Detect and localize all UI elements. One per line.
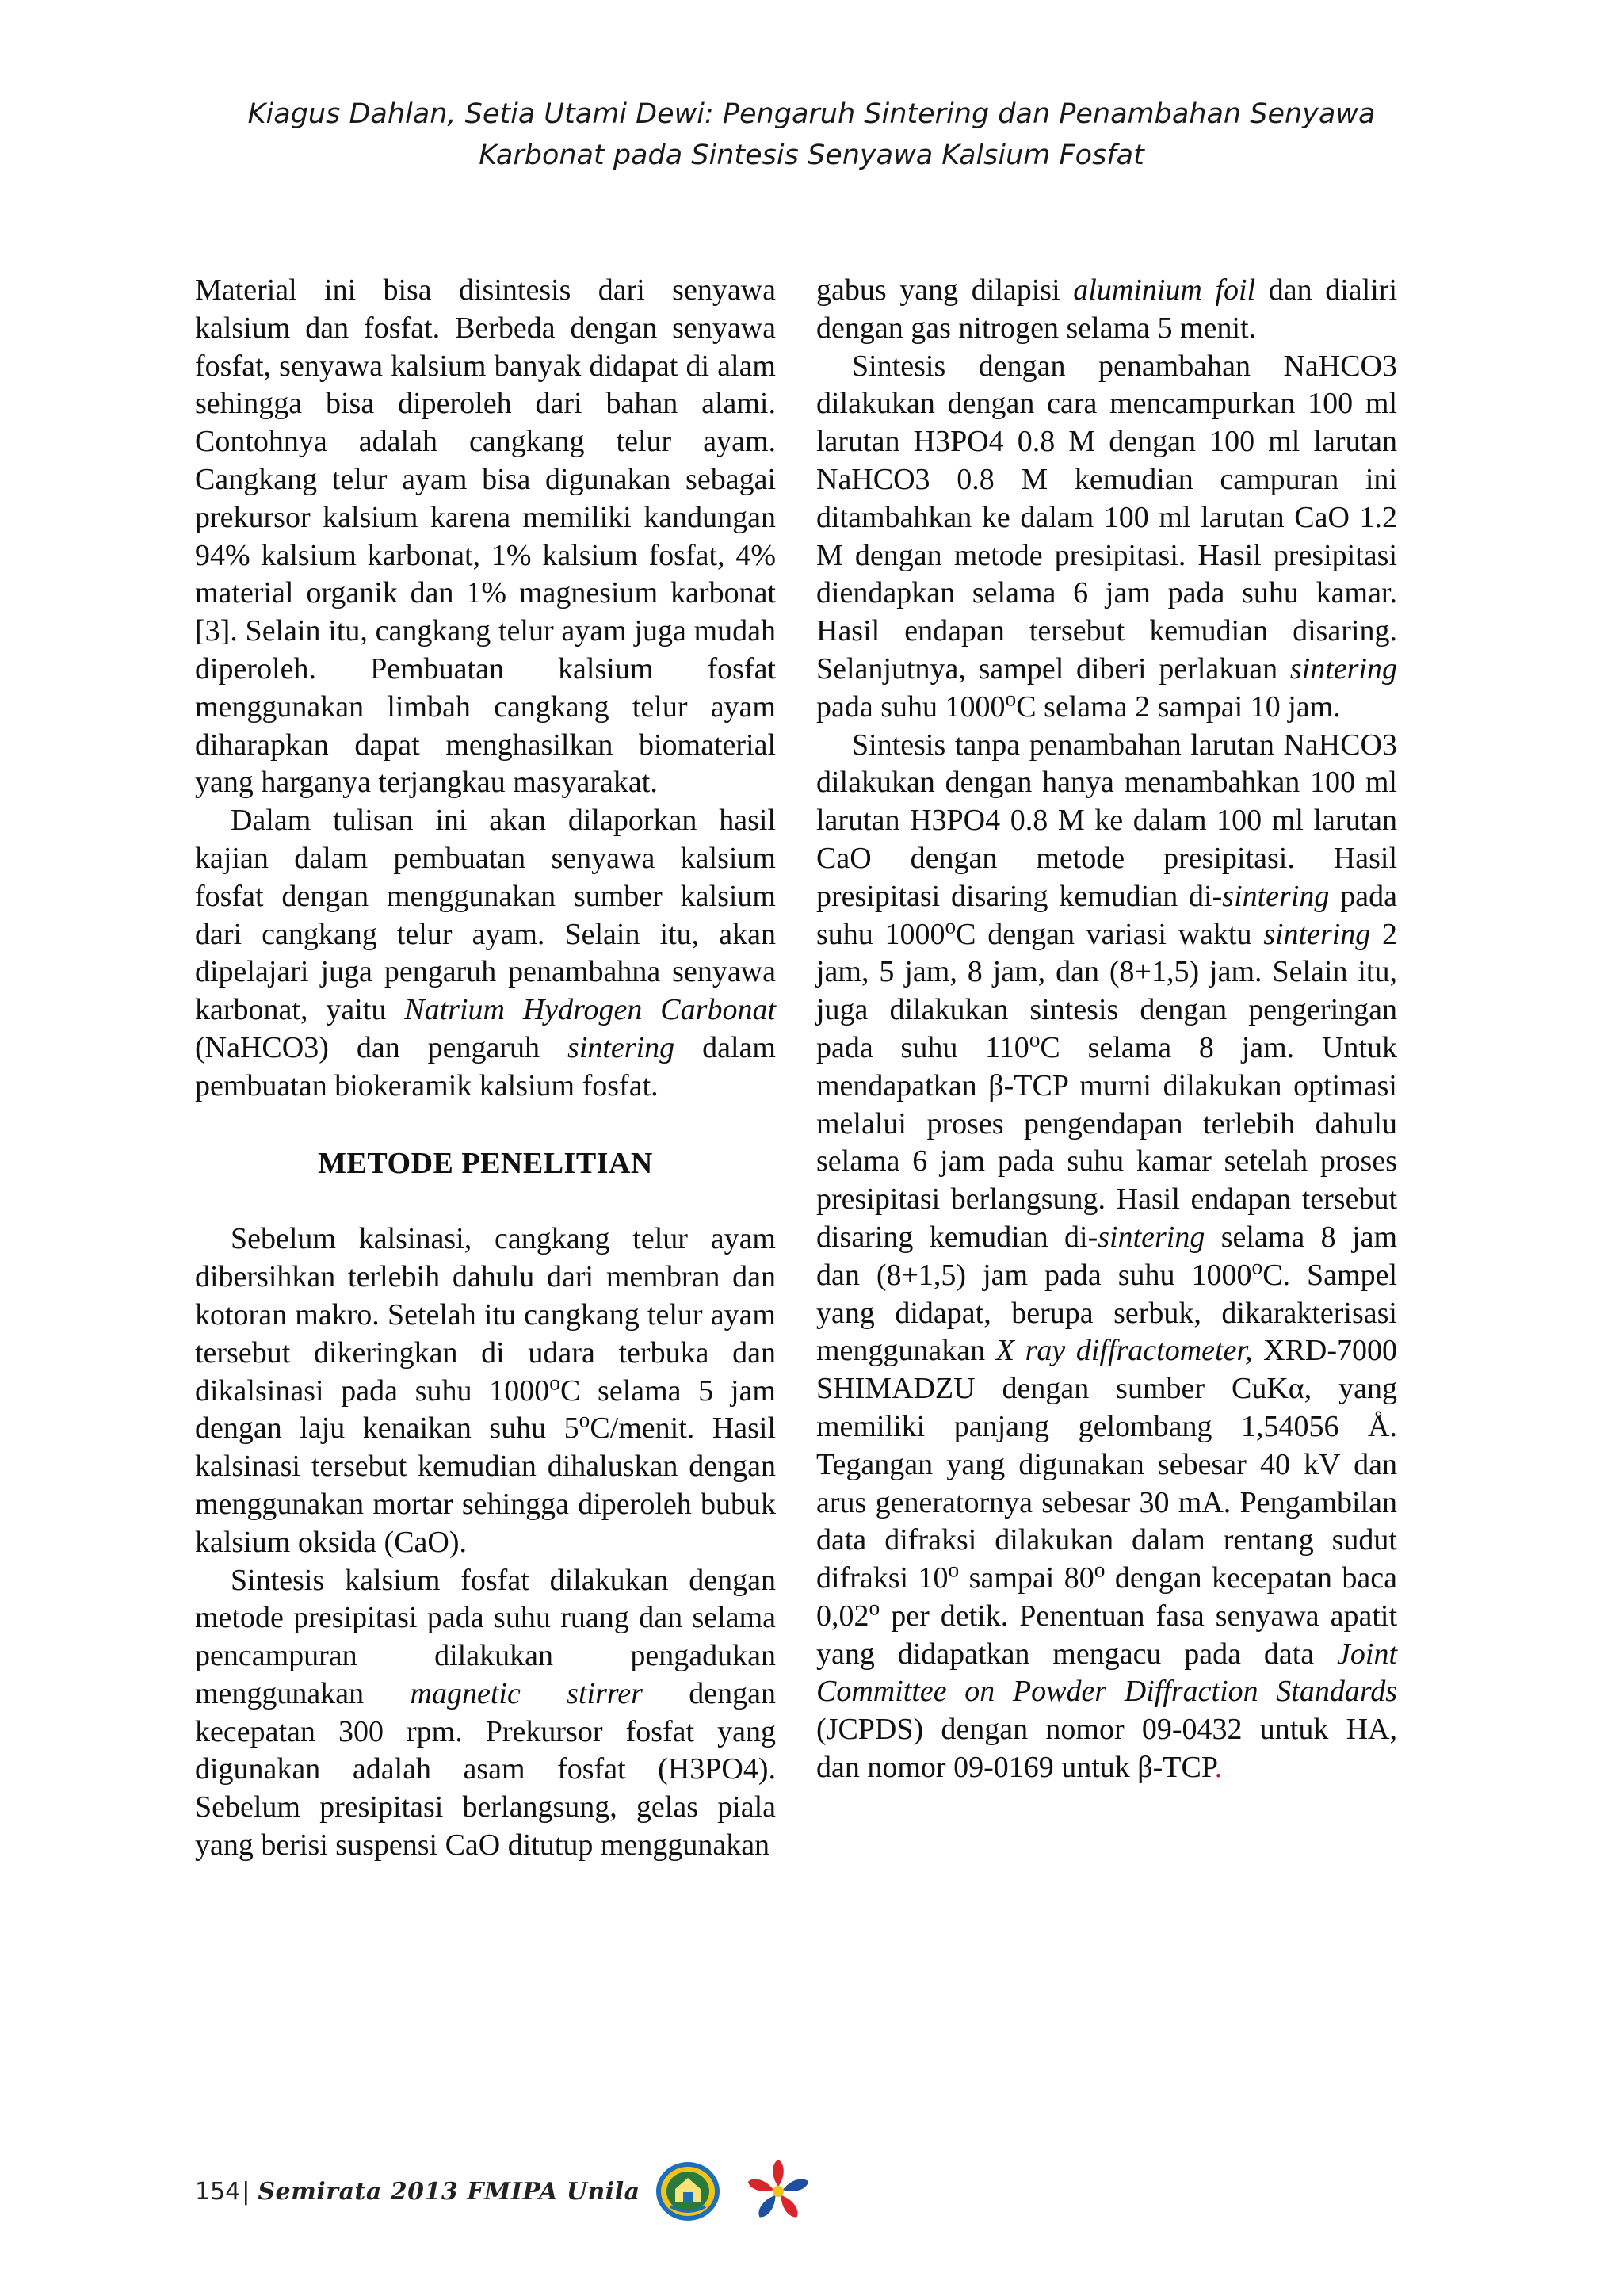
right-column [816, 272, 1397, 1787]
paragraph: Dalam tulisan ini akan dilaporkan hasil kajian dalam pembuatan senyawa kalsium fosfat dengan menggunakan sumber kalsium dari cangkang telur ayam. Selain itu, akan dipelajari juga pengaruh penambahna senyawa karbonat, yaitu Natrium Hydrogen Carbonat (NaHCO3) dan pengaruh sintering dalam pembuatan biokeramik kalsium fosfat. [195, 804, 776, 1102]
section-heading: METODE PENELITIAN [318, 1146, 653, 1180]
running-header [0, 94, 1623, 176]
running-header-line-1: Kiagus Dahlan, Setia Utami Dewi: Pengaruh Sintering dan Penambahan Senyawa [247, 98, 1376, 130]
running-header-line-2: Karbonat pada Sintesis Senyawa Kalsium Fosfat [479, 139, 1144, 171]
conference-name: Semirata 2013 FMIPA Unila [258, 2177, 640, 2206]
paragraph: Sintesis dengan penambahan NaHCO3 dilakukan dengan cara mencampurkan 100 ml larutan H3PO4 0.8 M dengan 100 ml larutan NaHCO3 0.8 M kemudian campuran ini ditambahkan ke dalam 100 ml larutan CaO 1.2 M dengan metode presipitasi. Hasil presipitasi diendapkan selama 6 jam pada suhu kamar. Hasil endapan tersebut kemudian disaring. Selanjutnya, sampel diberi perlakuan sintering pada suhu 1000$^o$C selama 2 sampai 10 jam. [816, 349, 1397, 724]
paragraph: Sintesis kalsium fosfat dilakukan dengan metode presipitasi pada suhu ruang dan selama pencampuran dilakukan pengadukan menggunakan magnetic stirrer dengan kecepatan 300 rpm. Prekursor fosfat yang digunakan adalah asam fosfat (H3PO4). Sebelum presipitasi berlangsung, gelas piala yang berisi suspensi CaO ditutup menggunakan [195, 1563, 777, 1862]
footer-separator: | [242, 2177, 250, 2206]
paragraph: Sebelum kalsinasi, cangkang telur ayam dibersihkan terlebih dahulu dari membran dan kotoran makro. Setelah itu cangkang telur ayam tersebut dikeringkan di udara terbuka dan dikalsinasi pada suhu 1000$^o$C selama 5 jam dengan laju kenaikan suhu 5$^o$C/menit. Hasil kalsinasi tersebut kemudian dihaluskan dengan menggunakan mortar sehingga diperoleh bubuk kalsium oksida (CaO). [195, 1222, 776, 1559]
paragraph: Material ini bisa disintesis dari senyawa kalsium dan fosfat. Berbeda dengan senyawa fosfat, senyawa kalsium banyak didapat di alam sehingga bisa diperoleh dari bahan alami. Contohnya adalah cangkang telur ayam. Cangkang telur ayam bisa digunakan sebagai prekursor kalsium karena memiliki kandungan 94% kalsium karbonat, 1% kalsium fosfat, 4% material organik dan 1% magnesium karbonat [3]. Selain itu, cangkang telur ayam juga mudah diperoleh. Pembuatan kalsium fosfat menggunakan limbah cangkang telur ayam diharapkan dapat menghasilkan biomaterial yang harganya terjangkau masyarakat. [195, 273, 776, 800]
paragraph: gabus yang dilapisi aluminium foil dan dialiri dengan gas nitrogen selama 5 menit. [816, 273, 1398, 345]
page-number: 154 [195, 2177, 241, 2206]
university-logo-icon [655, 2160, 721, 2222]
paragraph: Sintesis tanpa penambahan larutan NaHCO3 dilakukan dengan hanya menambahkan 100 ml larutan H3PO4 0.8 M ke dalam 100 ml larutan CaO dengan metode presipitasi. Hasil presipitasi disaring kemudian di-sintering pada suhu 1000$^o$C dengan variasi waktu sintering 2 jam, 5 jam, 8 jam, dan (8+1,5) jam. Selain itu, juga dilakukan sintesis dengan pengeringan pada suhu 110$^o$C selama 8 jam. Untuk mendapatkan β-TCP murni dilakukan optimasi melalui proses pengendapan terlebih dahulu selama 6 jam pada suhu kamar setelah proses presipitasi berlangsung. Hasil endapan tersebut disaring kemudian di-sintering selama 8 jam dan (8+1,5) jam pada suhu 1000$^o$C. Sampel yang didapat, berupa serbuk, dikarakterisasi menggunakan X ray diffractometer, XRD-7000 SHIMADZU dengan sumber CuKα, yang memiliki panjang gelombang 1,54056 Å. Tegangan yang digunakan sebesar 40 kV dan arus generatornya sebesar 30 mA. Pengambilan data difraksi dilakukan dalam rentang sudut difraksi 10$^o$ sampai 80$^o$ dengan kecepatan baca 0,02$^o$ per detik. Penentuan fasa senyawa apatit yang didapatkan mengacu pada data Joint Committee on Powder Diffraction Standards (JCPDS) dengan nomor 09-0432 untuk HA, dan nomor 09-0169 untuk β-TCP. [816, 728, 1398, 1785]
fmipa-flower-logo-icon [745, 2158, 812, 2225]
page-footer [195, 2160, 812, 2223]
left-column [195, 272, 776, 1865]
